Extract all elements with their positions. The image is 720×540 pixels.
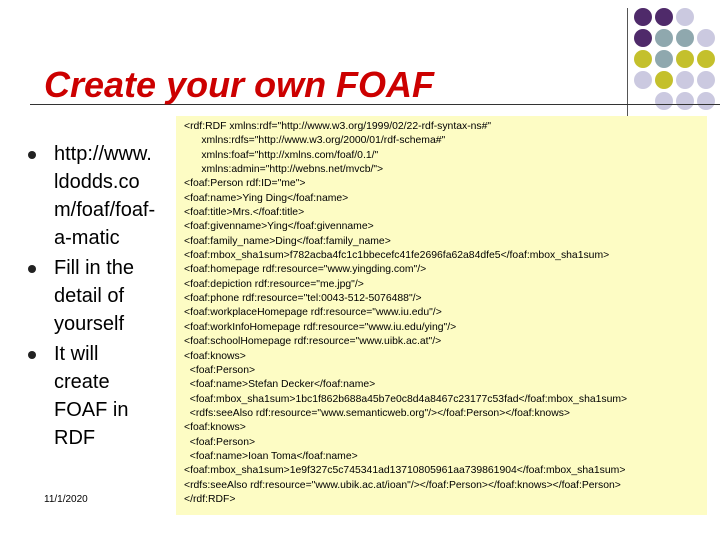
decorative-dot <box>676 8 694 26</box>
bullet-dot-icon <box>28 265 36 273</box>
decorative-dot <box>655 71 673 89</box>
decorative-dot <box>676 29 694 47</box>
decorative-dot <box>655 50 673 68</box>
decorative-dot <box>676 50 694 68</box>
bullet-line: yourself <box>54 313 125 335</box>
decorative-dot <box>655 8 673 26</box>
bullet-line: http://www. <box>54 143 152 165</box>
code-line: <foaf:Person rdf:ID="me"> <box>184 178 306 190</box>
code-line: <foaf:homepage rdf:resource="www.yingding.com"/> <box>184 264 427 276</box>
bullet-line: a-matic <box>54 227 120 249</box>
code-line: <foaf:givenname>Ying</foaf:givenname> <box>184 221 374 233</box>
code-line: <foaf:schoolHomepage rdf:resource="www.uibk.ac.at"/> <box>184 336 442 348</box>
code-line: <foaf:title>Mrs.</foaf:title> <box>184 207 305 219</box>
bullet-line: It will <box>54 343 99 365</box>
code-line: <foaf:knows> <box>184 422 246 434</box>
slide-title: Create your own FOAF <box>44 64 435 105</box>
code-line: <foaf:name>Ioan Toma</foaf:name> <box>184 450 358 462</box>
code-line: <foaf:name>Ying Ding</foaf:name> <box>184 192 349 204</box>
decorative-dot-grid <box>634 8 720 118</box>
divider-vertical <box>627 8 628 116</box>
decorative-dot <box>697 29 715 47</box>
code-line: <foaf:family_name>Ding</foaf:family_name> <box>184 235 391 247</box>
decorative-dot <box>676 92 694 110</box>
bullet-dot-icon <box>28 151 36 159</box>
bullet-dot-icon <box>28 351 36 359</box>
decorative-dot <box>634 71 652 89</box>
code-line: xmlns:rdfs="http://www.w3.org/2000/01/rdf-schema#" <box>184 135 446 147</box>
code-line: <foaf:mbox_sha1sum>1bc1f862b688a45b7e0c8d4a8467c23177c53fad</foaf:mbox_sha1sum> <box>184 393 628 405</box>
code-line: <foaf:workInfoHomepage rdf:resource="www.iu.edu/ying"/> <box>184 321 457 333</box>
bullet-item <box>28 340 168 452</box>
code-line: <foaf:depiction rdf:resource="me.jpg"/> <box>184 278 364 290</box>
code-line: <foaf:workplaceHomepage rdf:resource="www.iu.edu"/> <box>184 307 442 319</box>
decorative-dot <box>697 50 715 68</box>
code-line: <foaf:Person> <box>184 436 256 448</box>
code-line: xmlns:admin="http://webns.net/mvcb/"> <box>184 164 384 176</box>
bullet-line: RDF <box>54 427 96 449</box>
rdf-code-block <box>176 116 707 515</box>
code-line: <rdf:RDF xmlns:rdf="http://www.w3.org/1999/02/22-rdf-syntax-ns#" <box>184 121 492 132</box>
decorative-dot <box>634 29 652 47</box>
bullet-line: ldodds.co <box>54 171 140 193</box>
code-line: <foaf:mbox_sha1sum>1e9f327c5c745341ad13710805961aa739861904</foaf:mbox_sha1sum> <box>184 465 626 477</box>
decorative-dot <box>697 92 715 110</box>
slide-date: 11/1/2020 <box>44 494 88 505</box>
bullet-line: detail of <box>54 285 125 307</box>
decorative-dot <box>676 71 694 89</box>
code-line: </rdf:RDF> <box>184 493 236 505</box>
code-line: <foaf:name>Stefan Decker</foaf:name> <box>184 379 376 391</box>
code-line: <rdfs:seeAlso rdf:resource="www.ubik.ac.at/ioan"/></foaf:Person></foaf:knows></foaf:Person> <box>184 479 621 491</box>
bullet-item <box>28 254 168 338</box>
decorative-dot <box>697 71 715 89</box>
bullet-line: Fill in the <box>54 257 135 279</box>
bullet-line: create <box>54 371 110 393</box>
decorative-dot <box>655 92 673 110</box>
bullet-line: FOAF in <box>54 399 129 421</box>
bullet-item <box>28 140 168 252</box>
code-line: <foaf:Person> <box>184 364 256 376</box>
decorative-dot <box>634 50 652 68</box>
code-line: <foaf:phone rdf:resource="tel:0043-512-5076488"/> <box>184 293 422 305</box>
code-line: xmlns:foaf="http://xmlns.com/foaf/0.1/" <box>184 149 379 161</box>
code-line: <foaf:mbox_sha1sum>f782acba4fc1c1bbecefc41fe2696fa62a84dfe5</foaf:mbox_sha1sum> <box>184 250 610 262</box>
decorative-dot <box>655 29 673 47</box>
code-line: <foaf:knows> <box>184 350 246 362</box>
code-line: <rdfs:seeAlso rdf:resource="www.semanticweb.org"/></foaf:Person></foaf:knows> <box>184 407 570 419</box>
bullet-list <box>28 140 168 454</box>
decorative-dot <box>634 8 652 26</box>
bullet-line: m/foaf/foaf- <box>54 199 156 221</box>
